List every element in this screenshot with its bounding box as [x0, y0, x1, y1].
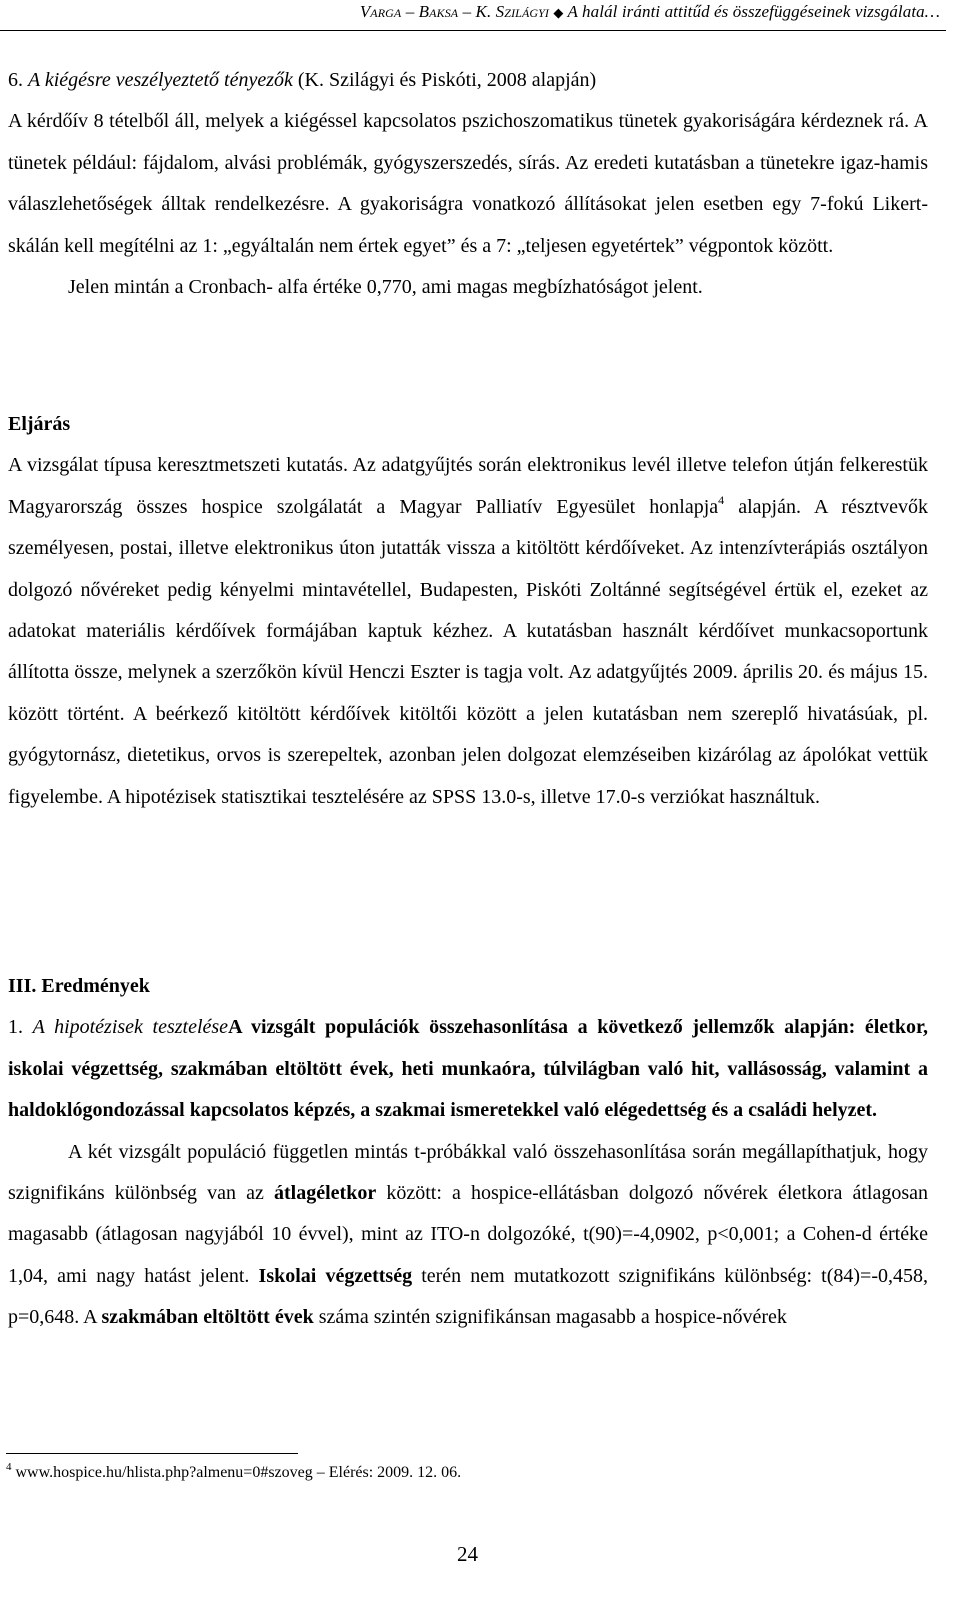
diamond-icon: ◆ — [553, 5, 564, 20]
section-6-title-source: (K. Szilágyi és Piskóti, 2008 alapján) — [292, 69, 597, 91]
results-text-2: között: a hospice-ellátásban dolgozó nővérek életkora átlagosan magasabb (átlagosan nagyjából 10 évvel), mint az ITO-n dolgozóké, t(90)=-4,0902, p<0,001; a Cohen-d értéke 1,04, ami nagy hatást jelent. — [8, 1182, 929, 1287]
author-varga-initial: V — [359, 2, 371, 21]
author-szilagyi-initial: K. S — [475, 2, 505, 21]
bold-term-average-age: átlagéletkor — [274, 1182, 377, 1205]
footnote-number: 4 — [6, 1461, 12, 1473]
author-dash-1: – — [401, 2, 419, 21]
author-varga-rest: arga — [370, 2, 402, 21]
hypothesis-number: 1. — [8, 1016, 33, 1039]
cronbach-alpha-sentence: Jelen mintán a Cronbach- alfa értéke 0,770, ami magas megbízhatóságot jelent. — [68, 276, 703, 299]
procedure-text-part-1: A vizsgálat típusa keresztmetszeti kutatás. Az adatgyűjtés során elektronikus levél illetve telefon útján felkerestük Magyarország összes hospice szolgálatát a Magyar Palliatív Egyesület honlapja — [8, 454, 928, 518]
results-text-3: terén nem mutatkozott szignifikáns különbség: t(84)=-0,458, p=0,648. A — [8, 1264, 928, 1329]
page-number: 24 — [457, 1542, 478, 1566]
footnote — [6, 1462, 461, 1484]
author-baksa-rest: aksa — [429, 2, 459, 21]
footnote-reference: 4 — [718, 492, 725, 507]
header-rule — [0, 30, 946, 31]
author-szilagyi-rest: zilágyi — [504, 2, 550, 21]
section-6-number: 6. — [8, 69, 28, 91]
footnote-rule — [6, 1453, 298, 1454]
bold-term-years-in-profession: szakmában eltöltött évek — [101, 1306, 314, 1329]
procedure-text-part-2: alapján. A résztvevők személyesen, postai, illetve elektronikus úton jutatták vissza a kitöltött kérdőíveket. Az intenzívterápiás osztályon dolgozó nővéreket pedig kényelmi mintavétellel, Budapesten, Piskóti Zoltánné segítségével értük el, ezeket az adatokat materiális kérdőívek formájában kaptuk kézhez. A kutatásban használt kérdőívet munkacsoportunk állította össze, melynek a szerzőkön kívül Henczi Eszter is tagja volt. Az adatgyűjtés 2009. április 20. és május 15. között történt. A beérkező kitöltött kérdőívek kitöltői között a jelen kutatásban nem szereplő hivatásúak, pl. gyógytornász, dietetikus, orvos is szerepeltek, azonban jelen dolgozat elemzéseiben kizárólag az ápolókat vettük figyelembe. A hipotézisek statisztikai tesztelésére az SPSS 13.0-s, illetve 17.0-s verziókat használtuk. — [8, 495, 929, 808]
procedure-paragraph — [8, 445, 928, 818]
procedure-heading: Eljárás — [8, 413, 71, 435]
header-title: A halál iránti attitűd és összefüggéseinek vizsgálata… — [563, 2, 940, 21]
results-text-4: száma szintén szignifikánsan magasabb a hospice-nővérek — [313, 1306, 787, 1329]
hypothesis-paragraph — [8, 1007, 928, 1131]
procedure-section — [8, 404, 928, 818]
results-heading: III. Eredmények — [8, 975, 150, 997]
results-text-1: A két vizsgált populáció független mintás t-próbákkal való összehasonlítása során megállapíthatjuk, hogy szignifikáns különbség van az — [8, 1140, 928, 1205]
author-dash-2: – — [458, 2, 476, 21]
footnote-text: www.hospice.hu/hlista.php?almenu=0#szoveg – Elérés: 2009. 12. 06. — [11, 1464, 462, 1481]
section-6-title — [8, 60, 928, 101]
results-section — [8, 966, 928, 1339]
running-header — [0, 2, 940, 22]
author-baksa-initial: B — [418, 2, 430, 21]
hypothesis-title-italic: A hipotézisek tesztelése — [32, 1016, 229, 1039]
bold-term-education: Iskolai végzettség — [258, 1264, 413, 1287]
section-6-title-italic: A kiégésre veszélyeztető tényezők — [28, 69, 293, 91]
hypothesis-title-bold: A vizsgált populációk összehasonlítása a következő jellemzők alapján: életkor, iskolai végzettség, szakmában eltöltött évek, heti munkaóra, túlvilágban való hit, vallásosság, valamint a haldoklógondozással kapcsolatos képzés, a szakmai ismeretekkel való elégedettség és a családi helyzet. — [8, 1016, 929, 1122]
section-6 — [8, 60, 928, 308]
section-6-paragraph: A kérdőív 8 tételből áll, melyek a kiégéssel kapcsolatos pszichoszomatikus tünetek gyakoriságára kérdeznek rá. A tünetek például: fájdalom, alvási problémák, gyógyszerszedés, sírás. Az eredeti kutatásban a tünetekre igaz-hamis válaszlehetőségek álltak rendelkezésre. A gyakoriságra vonatkozó állításokat jelen esetben egy 7-fokú Likert-skálán kell megítélni az 1: „egyáltalán nem értek egyet” és a 7: „teljesen egyetértek” végpontok között. — [8, 110, 928, 257]
results-paragraph — [8, 1132, 928, 1339]
